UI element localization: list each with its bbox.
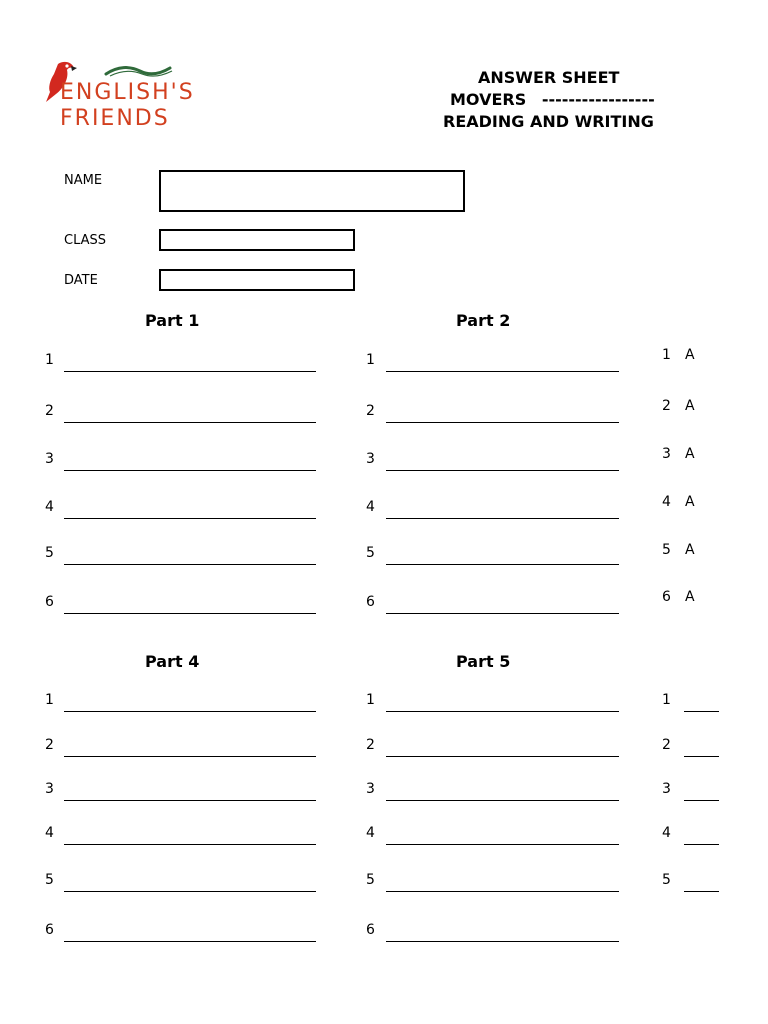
part5-number: 1: [366, 692, 375, 708]
part6-number: 3: [662, 781, 671, 797]
class-label: CLASS: [64, 233, 107, 248]
part5-answer-line[interactable]: [386, 800, 619, 801]
part2-number: 6: [366, 594, 375, 610]
part4-title: Part 4: [145, 652, 200, 671]
part4-number: 3: [45, 781, 54, 797]
part6-number: 5: [662, 872, 671, 888]
name-label: NAME: [64, 173, 103, 188]
part1-number: 4: [45, 499, 54, 515]
part4-number: 5: [45, 872, 54, 888]
part6-answer-line[interactable]: [684, 844, 719, 845]
part1-answer-line[interactable]: [64, 518, 316, 519]
part3-option-letter: A: [685, 494, 695, 510]
sheet-subtitle: READING AND WRITING: [443, 112, 654, 131]
part3-number: 6: [662, 589, 671, 605]
part1-number: 6: [45, 594, 54, 610]
part5-answer-line[interactable]: [386, 844, 619, 845]
level-line: [450, 90, 655, 109]
class-field[interactable]: [159, 229, 355, 251]
part4-answer-line[interactable]: [64, 711, 316, 712]
part5-answer-line[interactable]: [386, 941, 619, 942]
part6-answer-line[interactable]: [684, 800, 719, 801]
part5-number: 6: [366, 922, 375, 938]
part3-option-letter: A: [685, 589, 695, 605]
part5-title: Part 5: [456, 652, 511, 671]
logo-line-2: FRIENDS: [60, 106, 170, 131]
part6-answer-line[interactable]: [684, 711, 719, 712]
part3-number: 1: [662, 347, 671, 363]
part4-answer-line[interactable]: [64, 800, 316, 801]
part2-answer-line[interactable]: [386, 564, 619, 565]
part4-answer-line[interactable]: [64, 941, 316, 942]
part5-number: 4: [366, 825, 375, 841]
part5-answer-line[interactable]: [386, 756, 619, 757]
part4-number: 1: [45, 692, 54, 708]
part6-number: 2: [662, 737, 671, 753]
part6-answer-line[interactable]: [684, 891, 719, 892]
part1-number: 1: [45, 352, 54, 368]
part2-number: 2: [366, 403, 375, 419]
part5-answer-line[interactable]: [386, 711, 619, 712]
part1-answer-line[interactable]: [64, 470, 316, 471]
part4-answer-line[interactable]: [64, 756, 316, 757]
date-field[interactable]: [159, 269, 355, 291]
part1-answer-line[interactable]: [64, 422, 316, 423]
part1-number: 2: [45, 403, 54, 419]
part2-answer-line[interactable]: [386, 422, 619, 423]
level-blank: -----------------: [541, 90, 655, 109]
part5-number: 3: [366, 781, 375, 797]
part3-number: 4: [662, 494, 671, 510]
part6-number: 1: [662, 692, 671, 708]
part5-answer-line[interactable]: [386, 891, 619, 892]
part4-answer-line[interactable]: [64, 844, 316, 845]
sheet-title: ANSWER SHEET: [478, 68, 620, 87]
part2-answer-line[interactable]: [386, 470, 619, 471]
part1-number: 5: [45, 545, 54, 561]
part5-number: 5: [366, 872, 375, 888]
part4-number: 2: [45, 737, 54, 753]
part3-option-letter: A: [685, 398, 695, 414]
part3-number: 2: [662, 398, 671, 414]
part2-answer-line[interactable]: [386, 371, 619, 372]
part4-number: 6: [45, 922, 54, 938]
part1-title: Part 1: [145, 311, 200, 330]
part2-number: 1: [366, 352, 375, 368]
part6-number: 4: [662, 825, 671, 841]
date-label: DATE: [64, 273, 98, 288]
part3-option-letter: A: [685, 542, 695, 558]
logo: [40, 58, 230, 138]
part4-number: 4: [45, 825, 54, 841]
part6-answer-line[interactable]: [684, 756, 719, 757]
part1-number: 3: [45, 451, 54, 467]
part2-number: 4: [366, 499, 375, 515]
part5-number: 2: [366, 737, 375, 753]
part2-answer-line[interactable]: [386, 518, 619, 519]
part3-option-letter: A: [685, 446, 695, 462]
part4-answer-line[interactable]: [64, 891, 316, 892]
logo-line-1: ENGLISH'S: [60, 80, 195, 105]
part3-number: 5: [662, 542, 671, 558]
swoosh-icon: [104, 64, 174, 80]
part2-number: 5: [366, 545, 375, 561]
part1-answer-line[interactable]: [64, 564, 316, 565]
part1-answer-line[interactable]: [64, 371, 316, 372]
part2-number: 3: [366, 451, 375, 467]
part2-answer-line[interactable]: [386, 613, 619, 614]
part2-title: Part 2: [456, 311, 511, 330]
name-field[interactable]: [159, 170, 465, 212]
part3-number: 3: [662, 446, 671, 462]
part1-answer-line[interactable]: [64, 613, 316, 614]
level-label: MOVERS: [450, 90, 527, 109]
part3-option-letter: A: [685, 347, 695, 363]
